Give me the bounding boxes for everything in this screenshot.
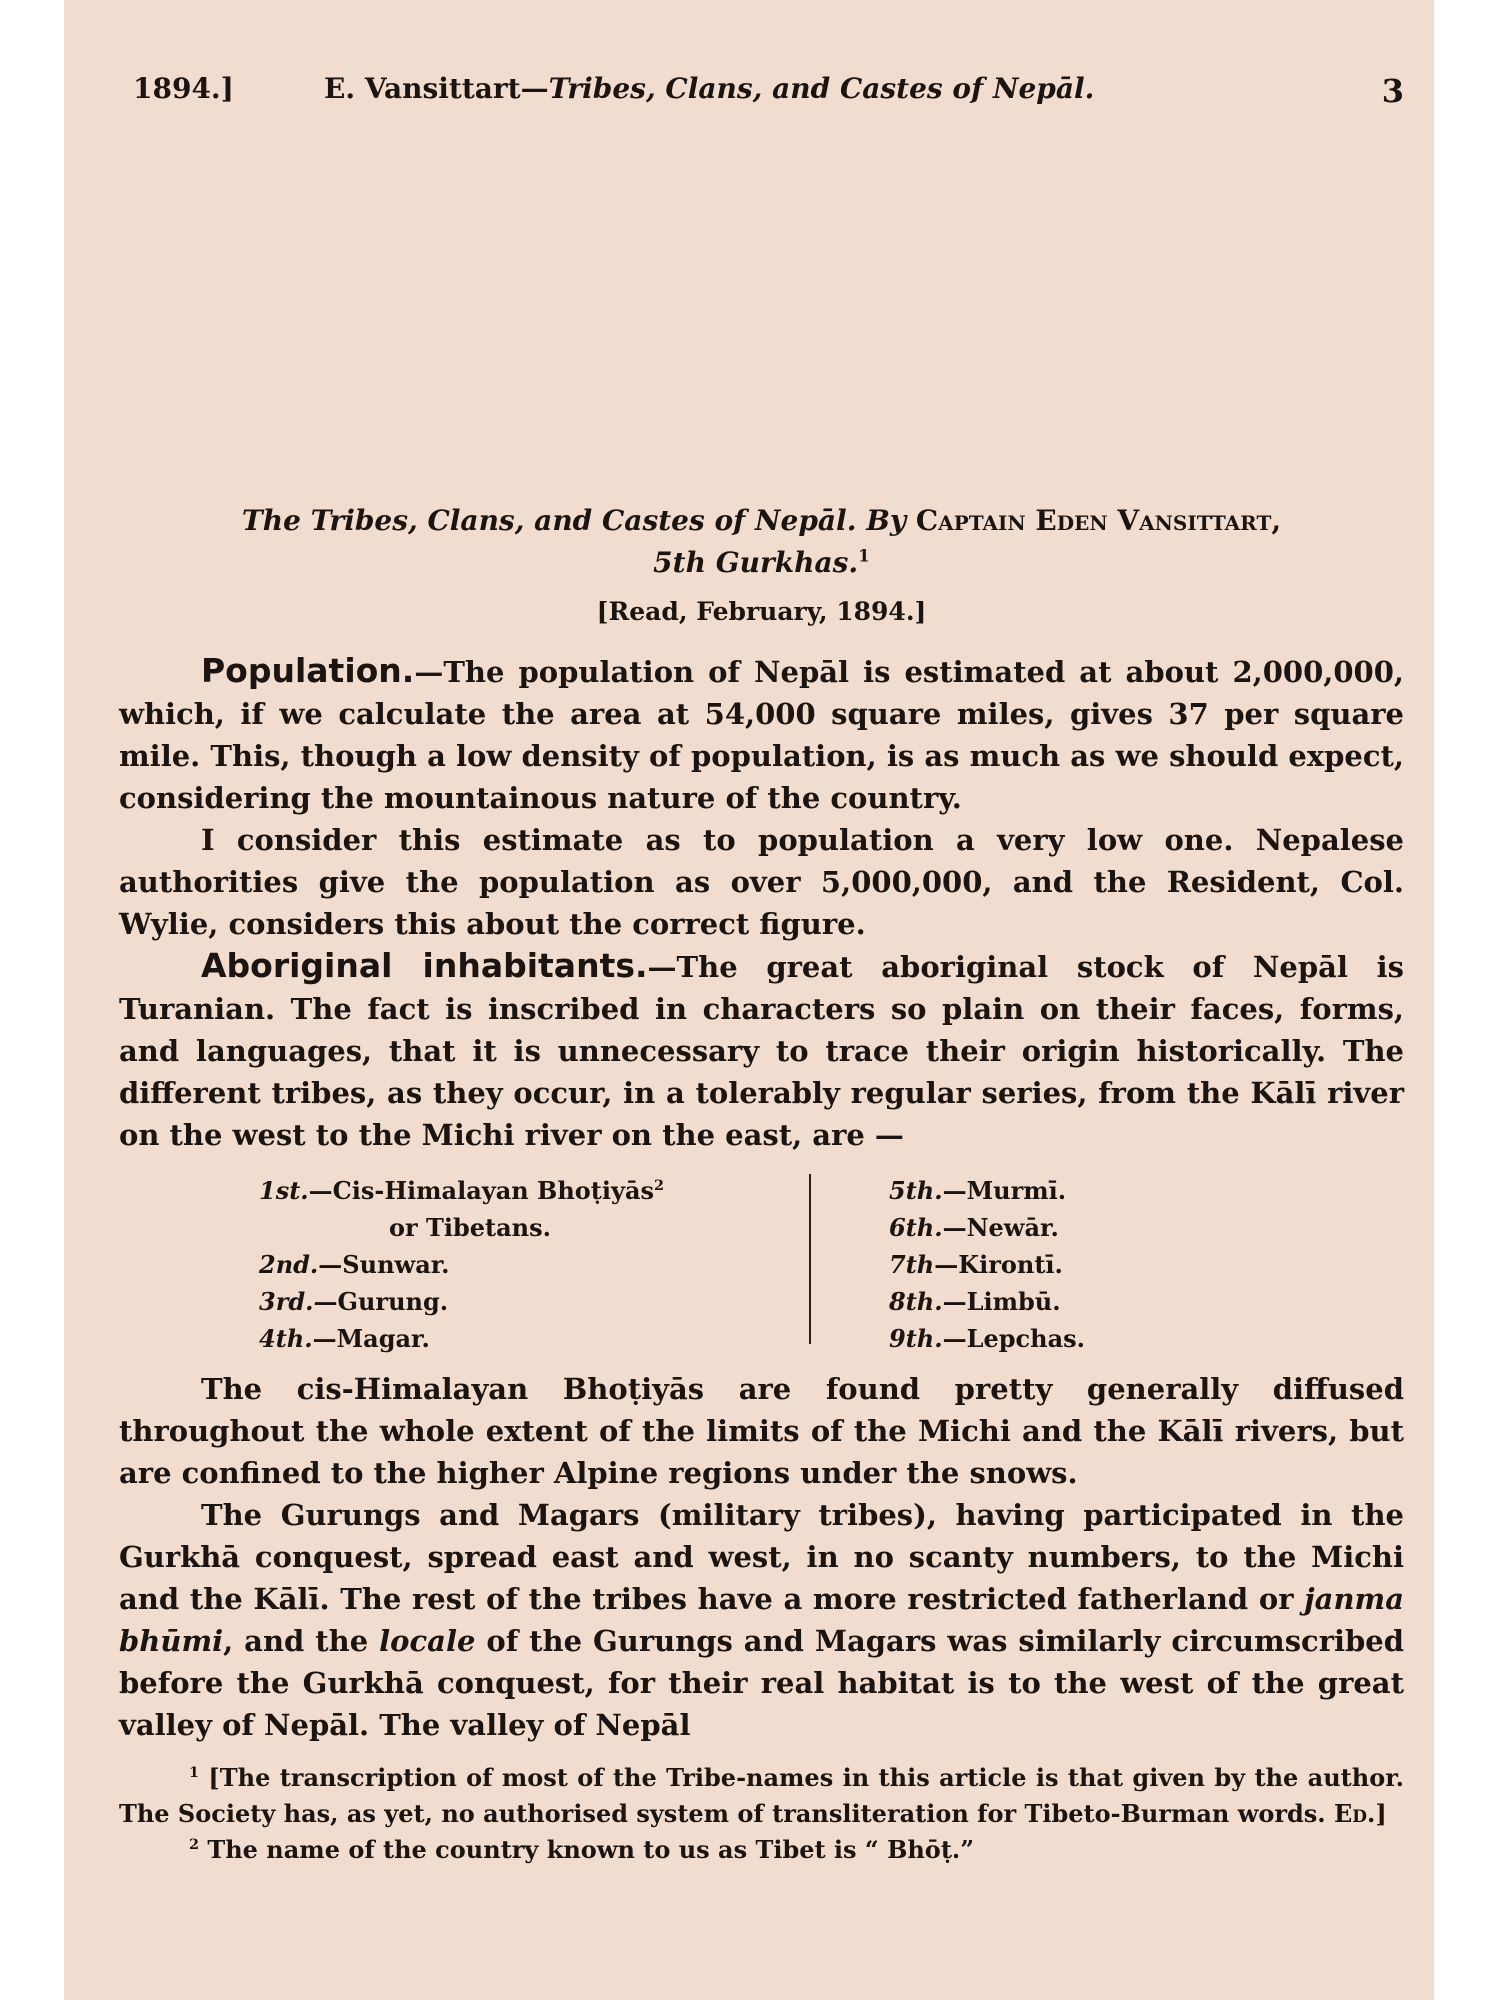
article-regiment-line [119,542,1404,584]
population-text: —The population of Nepāl is estimated at about 2,000,000, which, if we calculate the area at 54,000 square miles, gives 37 per square mile. This, though a low density of population, is as much as we should expect, considering the mountainous nature of the country. [119,655,1404,815]
footnote-1-editor: Ed.] [1334,1799,1387,1828]
janma-bhumi-term: janma bhūmi [119,1582,1404,1658]
header-article-title: Tribes, Clans, and Castes of Nepāl. [548,72,1095,105]
footnote-2-text: The name of the country known to us as Tibet is “ Bhōṭ.” [207,1835,975,1864]
tribe-ordinal: 2nd. [259,1250,319,1279]
article-regiment: 5th Gurkhas. [653,546,859,579]
tribe-ordinal: 1st. [259,1176,309,1205]
tribe-name: —Newār. [942,1213,1059,1242]
tribe-name: —Kirontī. [934,1250,1063,1279]
tribe-item [889,1172,1289,1209]
article-title: The Tribes, Clans, and Castes of Nepāl. [241,504,857,537]
tribes-list [119,1172,1404,1352]
footnote-1-text: [The transcription of most of the Tribe-names in this article is that given by the author. The Society has, as yet, no authorised system of transliteration for Tibeto-Burman words. [119,1763,1405,1828]
tribe-item-continuation: or Tibetans. [389,1213,551,1242]
header-author: E. Vansittart— [324,72,549,105]
tribe-name: —Cis-Himalayan Bhoṭiyās [308,1176,655,1205]
tribe-item [889,1320,1289,1357]
bhotiyas-paragraph: The cis-Himalayan Bhoṭiyās are found pretty generally diffused throughout the whole extent of the limits of the Michi and the Kālī rivers, but are confined to the higher Alpine regions under the snows. [119,1372,1404,1490]
tribe-name: —Limbū. [942,1287,1061,1316]
tribe-name: —Lepchas. [942,1324,1085,1353]
footnote-1-mark: 1 [189,1764,200,1781]
article-by: By [866,504,907,537]
tribe-ordinal: 9th. [889,1324,943,1353]
running-header [119,72,1404,112]
footnotes [119,1760,1404,1868]
column-divider [809,1174,811,1344]
locale-term: locale [379,1624,476,1658]
tribe-ordinal: 6th. [889,1213,943,1242]
tribe-ordinal: 3rd. [259,1287,314,1316]
tribes-right-column [889,1172,1289,1357]
population-paragraph [119,650,1404,819]
tribe-name: —Gurung. [313,1287,449,1316]
article-title-block [119,500,1404,584]
tribe-ordinal: 7th [889,1250,935,1279]
footnote-2 [119,1832,1404,1868]
header-year: 1894.] [133,72,234,105]
tribe-item [889,1283,1289,1320]
gurungs-text-b: , and the [223,1624,380,1658]
footnote-marker-2: 2 [654,1177,665,1194]
gurungs-text-a: The Gurungs and Magars (military tribes), having participated in the Gurkhā conquest, spread east and west, in no scanty numbers, to the Michi and the Kālī. The rest of the tribes have a more restricted fatherland or [119,1498,1404,1616]
aboriginal-text: —The great aboriginal stock of Nepāl is Turanian. The fact is inscribed in characters so plain on their faces, forms, and languages, that it is unnecessary to trace their origin historically. The different tribes, as they occur, in a tolerably regular series, from the Kālī river on the west to the Michi river on the east, are — [119,950,1405,1152]
page-number: 3 [1381,72,1404,110]
main-body [119,650,1404,1156]
tribe-ordinal: 4th. [259,1324,313,1353]
tribe-item [259,1172,759,1209]
continued-body [119,1368,1404,1746]
footnote-1 [119,1760,1404,1832]
aboriginal-paragraph [119,945,1404,1156]
tribe-ordinal: 5th. [889,1176,943,1205]
population-estimate-paragraph: I consider this estimate as to population a very low one. Nepalese authorities give the population as over 5,000,000, and the Resident, Col. Wylie, considers this about the correct figure. [119,823,1404,941]
tribe-name: —Sunwar. [318,1250,450,1279]
aboriginal-heading: Aboriginal inhabitants. [201,946,648,985]
tribe-name: —Murmī. [942,1176,1067,1205]
tribe-name: —Magar. [312,1324,430,1353]
tribes-left-column [259,1172,759,1357]
gurungs-text-c: of the Gurungs and Magars was similarly circumscribed before the Gurkhā conquest, for their real habitat is to the west of the great valley of Nepāl. The valley of Nepāl [119,1624,1404,1742]
tribe-item [259,1283,759,1320]
tribe-item [889,1246,1289,1283]
gurungs-paragraph [119,1494,1404,1746]
read-date: [Read, February, 1894.] [596,597,927,626]
header-title [324,72,1094,105]
tribe-item [259,1320,759,1357]
population-heading: Population. [201,651,415,690]
article-author: Captain Eden Vansittart, [915,504,1282,537]
footnote-2-mark: 2 [189,1836,200,1853]
footnote-marker-1: 1 [858,545,870,566]
book-page [64,0,1434,2000]
tribe-item [889,1209,1289,1246]
article-title-line [119,500,1404,542]
tribe-item [259,1246,759,1283]
tribe-ordinal: 8th. [889,1287,943,1316]
